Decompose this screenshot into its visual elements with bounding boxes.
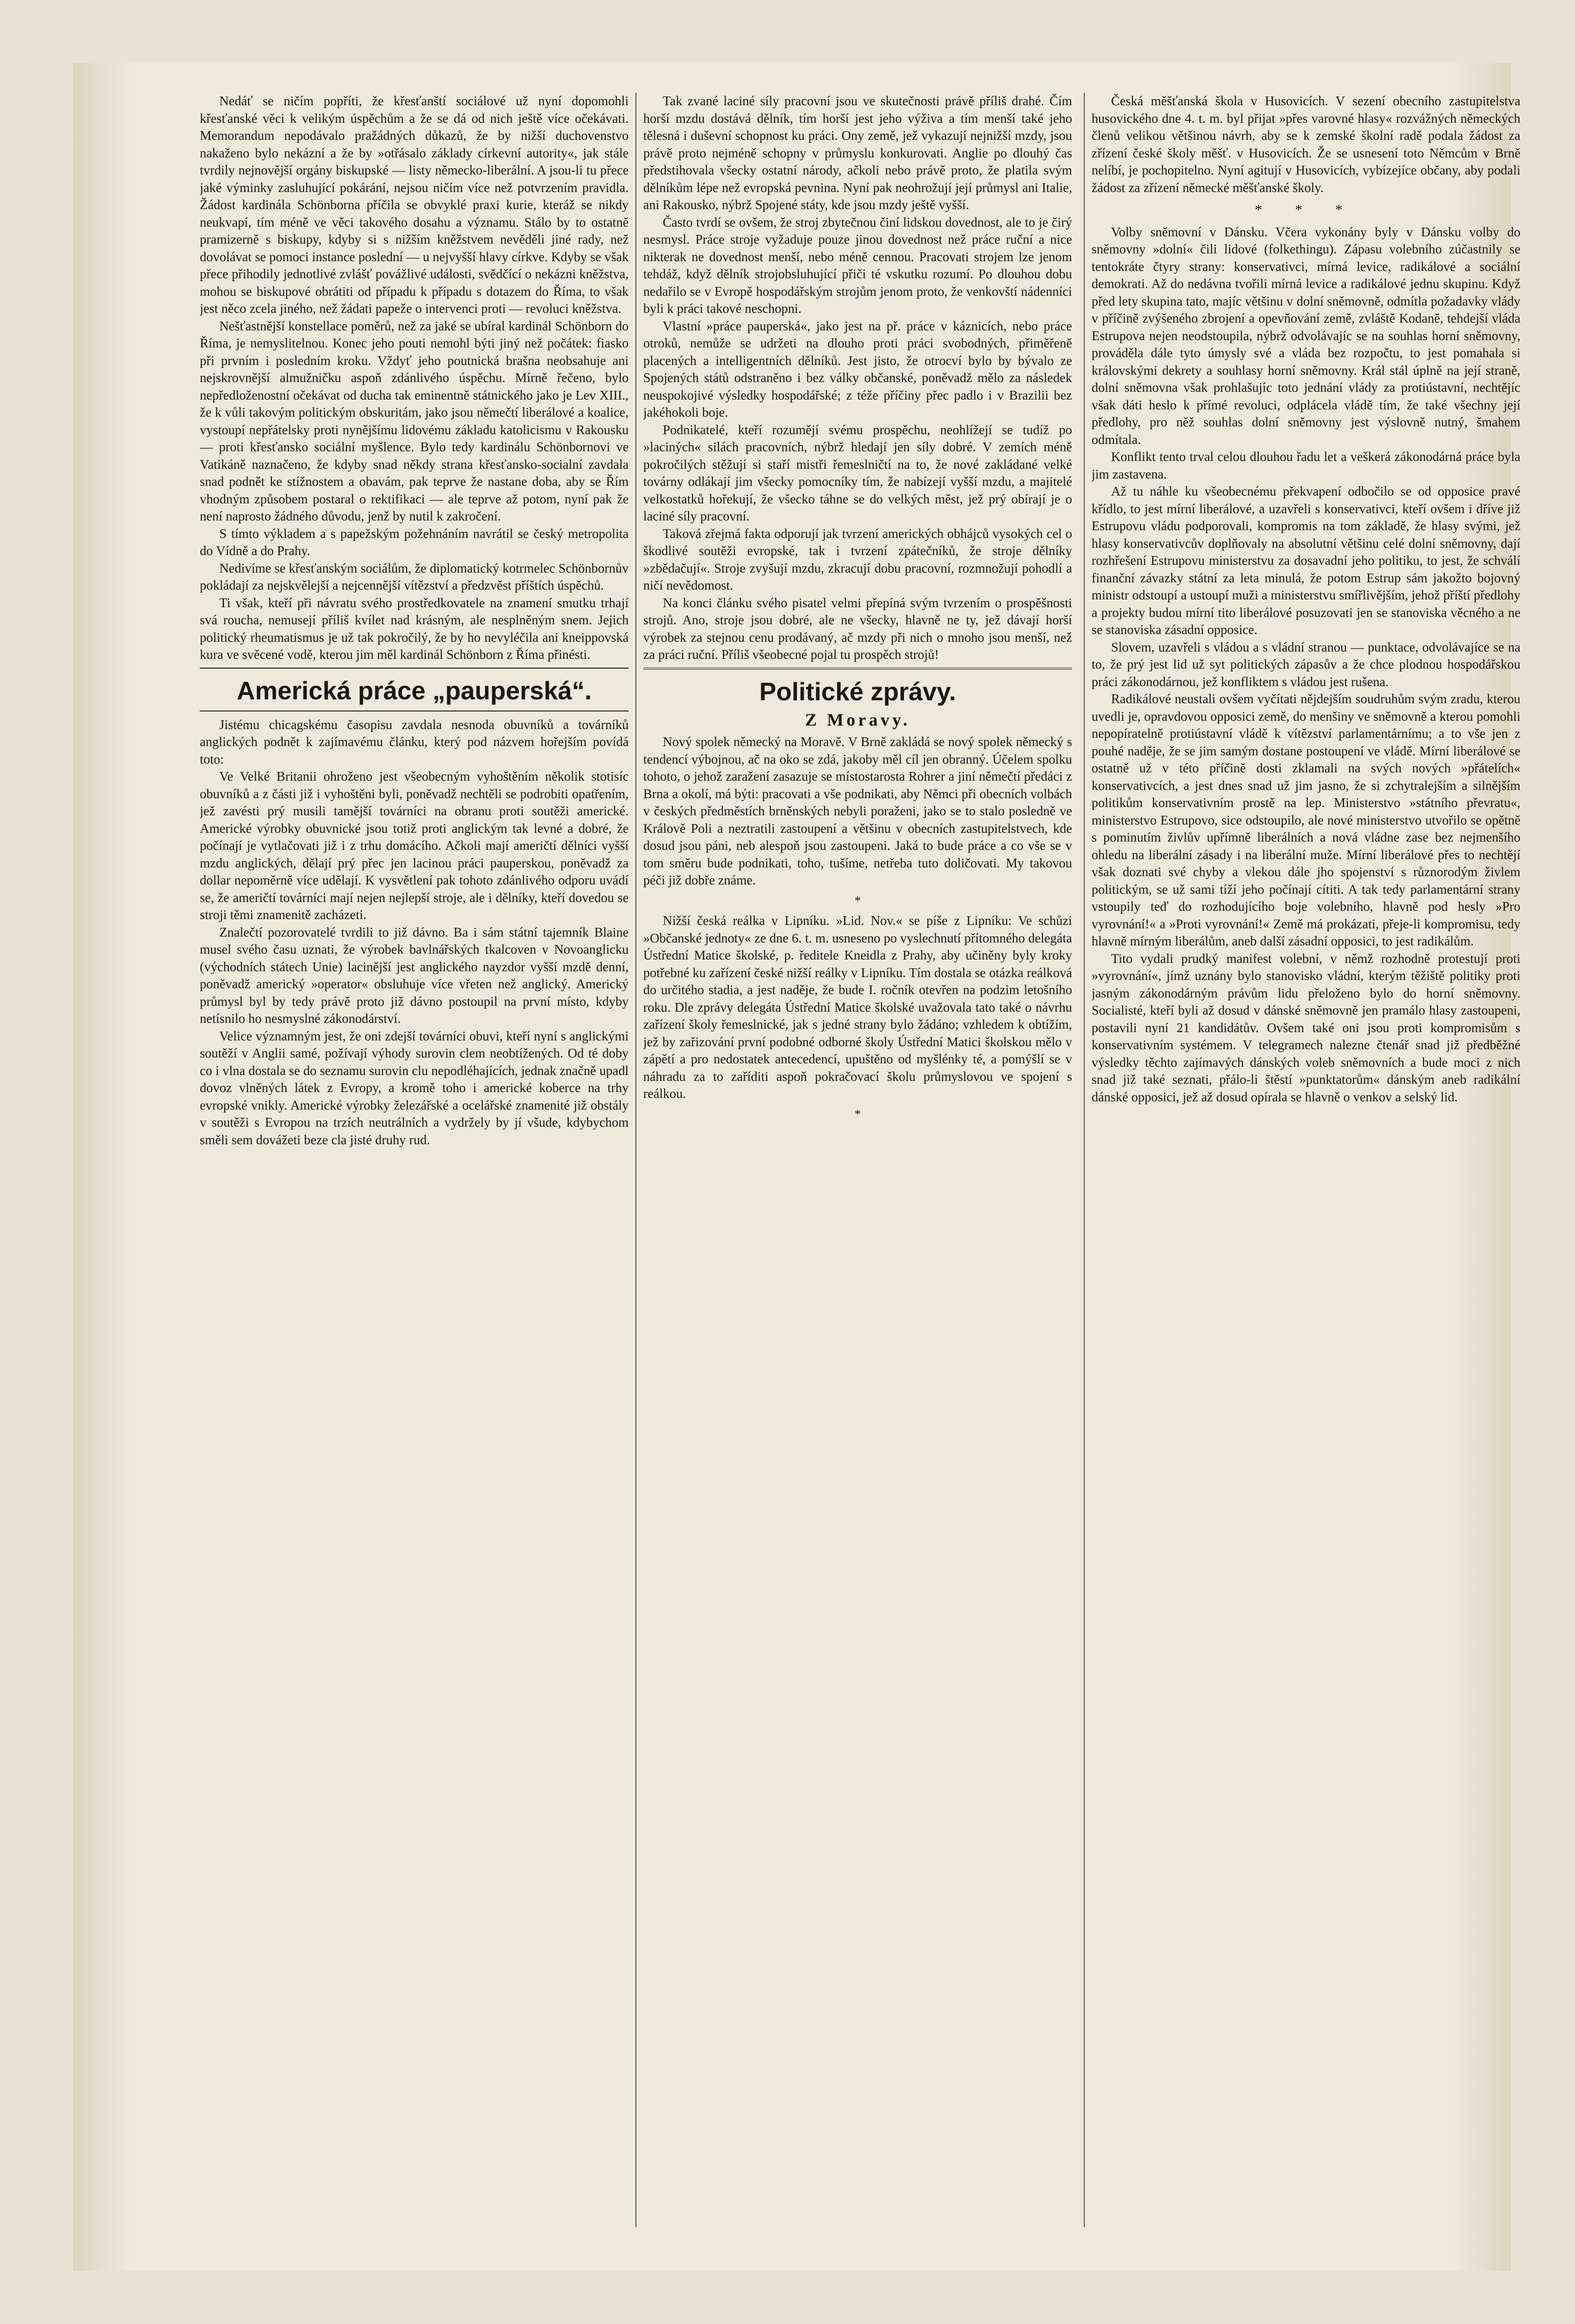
paragraph: Tak zvané laciné síly pracovní jsou ve skutečnosti právě příliš drahé. Čím horší mzdu dostává dělník, tím horší jest jeho výživa a tím menší také jeho tělesná i duševní schopnost ku práci. Ony země, jež vykazují nejnižší mzdy, jsou právě proto nejméně schopny v průmyslu konkurovati. Anglie po dlouhý čas předstihovala všecky ostatní národy, ačkoli nebo právě proto, že platila svým dělníkům lépe než evropská pevnina. Nyní pak neohrožují její průmysl ani Italie, ani Rakousko, nýbrž Spojené státy, kde jsou mzdy ještě vyšší. [643, 94, 1072, 212]
paragraph: Tito vydali prudký manifest volební, v němž rozhodně protestují proti »vyrovnání«, jímž uznány bylo stanovisko vládní, kterým těžiště politiky proti jasným zákonodárným právům lidu přeloženo bylo do horní sněmovny. Socialisté, kteří byli až dosud v dánské sněmovně jen pramálo hlasy zastoupeni, postavili nyní 21 kandidátův. Ovšem také oni jsou proti kompromisům s konservativním systémem. V telegramech nalezne čtenář snad již předběžné výsledky těchto zajímavých dánských voleb sněmovních a bude moci z nich snad již také seznati, přálo-li štěstí »punktatorům« dánským aneb radikální dánské opposici, jež až dosud opírala se hlavně o venkov a selský lid. [1092, 951, 1520, 1104]
column-rule-1 [635, 93, 636, 2227]
paragraph: Často tvrdí se ovšem, že stroj zbytečnou činí lidskou dovednost, ale to je čirý nesmysl. Práce stroje vyžaduje pouze jinou dovednost než práce ruční a nice nikterak ne dovednost menší, nebo méně cennou. Pracovati strojem lze jenom tehdáž, když dělník strojobsluhující přiči té vskutku rozumí. Po dlouhou dobu nedařilo se v Evropě hospodářským strojům jenom proto, že venkovští nádenníci byli k práci takové neschopni. [643, 214, 1072, 316]
page-shadow-left [73, 63, 132, 2271]
paragraph: Podnikatelé, kteří rozumějí svému prospěchu, neohlížejí se tudíž po »laciných« silách pracovních, nýbrž hledají jen síly dobré. V zemích méně pokročilých stěžují si staří mistři řemeslničtí na to, že nové zakládané velké továrny odlákají jim všecky pomocníky tím, že nabízejí vyšší mzdu, a majitelé velkostatků hořekují, že všecko táhne se do velkých měst, jež prý obírají je o laciné síly pracovní. [643, 422, 1072, 523]
paragraph: Nedáť se ničím popříti, že křesťanští sociálové už nyní dopomohli křesťanské věci k velikým úspěchům a že se dá od nich ještě více očekávati. Memorandum nepodávalo pražádných důkazů, že by nižší duchovenstvo nakaženo bylo nekázní a že by »otřásalo základy církevní autority«, jak stále tvrdily nejnovější orgány biskupské — listy německo-liberální. A jsou-li tu přece jaké výminky zasluhující pokárání, nejsou ničím více než potvrzením pravidla. Žádost kardinála Schönborna příčila se obvyklé praxi kurie, kteráž se nikdy neukvapí, tím méně ve věci takového dosahu a významu. Stálo by to ostatně pramizerně s biskupy, kdyby si s nižším kněžstvem nevěděli jiné rady, než dovolávat se pomoci instance poslední — u nejvyšší hlavy církve. Kdyby se však přece přihodily jednotlivé zvlášť povážlivé události, svědčící o nekázni kněžstva, mohou se biskupové obrátiti od případu k případu s dotazem do Říma, to však jest něco zcela jiného, než žádati papeže o intervenci proti — revoluci kněžstva. [200, 94, 629, 316]
column-rule-2 [1084, 93, 1085, 2227]
paragraph: Jistému chicagskému časopisu zavdala nesnoda obuvníků a továrníků anglických podnět k zajímavému článku, který pod názvem hořejším povídá toto: [200, 717, 629, 767]
article-heading-american-work: Americká práce „pauperská“. [236, 676, 592, 705]
paragraph: Velice významným jest, že oni zdejší továrníci obuvi, kteří nyní s anglickými soutěží v Anglii samé, požívají výhody surovin clem neobtížených. Od té doby co i vlna dostala se do seznamu surovin clu nepodléhajících, jednak značně upadl dovoz vlněných látek z Evropy, a kromě toho i americké koberce na trhy evropské vnikly. Americké výrobky železářské a ocelářské znamenité již obstály v soutěži s Evropou na trzích neutrálních a vydržely by jí všude, kdybychom směli sem dovážeti beze cla jisté druhy rud. [200, 1028, 629, 1147]
newspaper-page [73, 63, 1520, 2271]
paragraph: Znalečtí pozorovatelé tvrdili to již dávno. Ba i sám státní tajemník Blaine musel svého času uznati, že výrobek bavlnářských tkalcoven v Novoanglicku (východních státech Unie) lacinější jest anglického nayzdor vyšší mzdě denní, poněvadž americký »operator« obsluhuje více vřeten než anglický. Americký průmysl byl by tedy právě proto již dávno postoupil na první místo, kdyby netísnilo ho nesmyslné zákonodárství. [200, 924, 629, 1026]
section-divider [200, 668, 629, 669]
paragraph: Slovem, uzavřeli s vládou a s vládní stranou — punktace, odvolávajíce se na to, že prý jest lid už syt politických zápasův a že chce plodnou hospodářskou práci zákonodárnou, jež konfliktem s vládou jest rušena. [1092, 639, 1520, 689]
paragraph: Vlastní »práce pauperská«, jako jest na př. práce v káznicích, nebo práce otroků, nemůže se udržeti na dlouho proti práci svobodných, přiměřeně placených a intelligentních dělníků. Jest jisto, že otrocví bylo by bývalo ze Spojených států odstraněno i bez války občanské, poněvadž mělo za následek neuspokojivé výsledky hospodářské; z téže příčiny přec padlo i v Brazilii bez jakéhokoli boje. [643, 318, 1072, 420]
section-divider [643, 668, 1072, 670]
column-1 [200, 93, 629, 2237]
paragraph: Česká měšťanská škola v Husovicích. V sezení obecního zastupitelstva husovického dne 4. t. m. byl přijat »přes varovné hlasy« rozvážných německých členů velikou většinou návrh, aby se k zemské školní radě podala žádost za zřízení české školy měšť. v Husovicích. Že se usnesení toto Němcům v Brně nelíbí, je pochopitelno. Nyní agitují v Husovicích, vybízejíce občany, aby podali žádost za zřízení německé měšťanské školy. [1092, 94, 1520, 195]
separator-asterisk: * [854, 893, 861, 908]
paragraph: S tímto výkladem a s papežským požehnáním navrátil se český metropolita do Vídně a do Prahy. [200, 526, 629, 558]
paragraph: Nižší česká reálka v Lipníku. »Lid. Nov.« se píše z Lipníku: Ve schůzi »Občanské jednoty« ze dne 6. t. m. usneseno po vyslechnutí přítomného delegáta Ústřední Matice školské, p. ředitele Kneidla z Prahy, aby učiněny byly kroky potřebné ku zařízení české nižší reálky v Lipníku. Tím dostala se otázka reálková do určitého stadia, a jest naděje, že bude I. ročník otevřen na podzim letošního roku. Dle zprávy delegáta Ústřední Matice školské uvažovala tato také o návrhu zařízení školy řemeslnické, jak s jedné strany bylo žádáno; vzhledem k obtížím, jež by zařizování první podobné odborné školy Ústřední Matici školskou mělo v zápětí a pro nedostatek antecedencí, upuštěno od myšlénky té, a pomýšlí se v náhradu za to zaříditi aspoň pokračovací školu průmyslovou ve spojení s reálkou. [643, 913, 1072, 1101]
paragraph: Na konci článku svého pisatel velmi přepíná svým tvrzením o prospěšnosti strojů. Ano, stroje jsou dobré, ale ne všecky, hlavně ne ty, jež dávají horší výrobek za stejnou cenu prodávaný, ač mzdy při nich o mnoho jsou menší, než za práci ruční. Příliš všeobecné pojal tu prospěch strojů! [643, 595, 1072, 662]
paragraph: Ti však, kteří při návratu svého prostředkovatele na znamení smutku trhají svá roucha, nemusejí příliš kvílet nad krásným, ale nesplněným snem. Jejich politický rheumatismus je už tak pokročilý, že by ho nevyléčila ani kneippovská kura ve svěcené vodě, kterou jim měl kardinál Schönborn z Říma přinésti. [200, 595, 629, 662]
section-heading-political-news: Politické zprávy. [759, 677, 956, 706]
paragraph: Nedivíme se křesťanským sociálům, že diplomatický kotrmelec Schönbornův pokládají za nejskvělejší a nejcennější vítězství a předzvěst příštích úspěchů. [200, 560, 629, 593]
paragraph: Taková zřejmá fakta odporují jak tvrzení amerických obhájců vysokých cel o škodlivé soutěži evropské, tak i tvrzení zpátečníků, že stroje dělníky »zbědačují«. Stroje zvyšují mzdu, zkracují dobu pracovní, rozmnožují pohodlí a ničí nevědomost. [643, 526, 1072, 593]
separator-asterisks: * * * [1255, 202, 1357, 218]
separator-asterisk: * [854, 1107, 861, 1121]
paragraph: Nový spolek německý na Moravě. V Brně zakládá se nový spolek německý s tendencí výbojnou, ač na oko se zdá, jakoby měl cíl jen obranný. Účelem spolku tohoto, o jehož zaražení zasazuje se místostarosta Rohrer a jiní němečtí předáci z Brna a okolí, má býti: pracovati a vše podnikati, aby Němci při obecních volbách v českých předměstích brněnských nebyli poraženi, jako se to stalo posledně ve Králově Poli a neztratili zastoupení a většinu v obecních zastupitelstvech, kde dosud jsou páni, neb alespoň jsou zastoupeni. Jaká to bude práce a co vše se v tom směru bude podnikati, toho, tušíme, netřeba tuto doličovati. My takovou péči již dobře známe. [643, 734, 1072, 887]
paragraph: Konflikt tento trval celou dlouhou řadu let a veškerá zákonodárná práce byla jim zastavena. [1092, 449, 1520, 481]
column-3 [1092, 93, 1520, 2237]
column-2 [643, 93, 1072, 2237]
paragraph: Nešťastnější konstellace poměrů, než za jaké se ubíral kardinál Schönborn do Říma, je nemyslitelnou. Konec jeho pouti nemohl býti jiný než počátek: fiasko při prvním i posledním kroku. Vždyť jeho poutnická brašna neobsahuje ani nejskrovnější almužničku aspoň zdánlivého úspěchu. Mírně řečeno, bylo nepředloženostní očekávat od ducha tak eminentně státnického jako je Lev XIII., že k vůli takovým politickým obskuritám, jako jsou němečtí liberálové a koalice, vystoupí nepřátelsky proti nynějšímu lidovému základu katolicismu v Rakousku — proti křesťansko sociální myšlence. Bylo tedy kardinálu Schönbornovi ve Vatikáně naznačeno, že kdyby snad někdy strana křesťansko-socialní zavdala snad podnět ke stížnostem a obavám, pak teprve že nastane doba, aby se Řím vhodným způsobem postaral o rektifikaci — ale teprve až potom, nyní pak že není naprosto žádného důvodu, jenž by nutil k zakročení. [200, 318, 629, 523]
paragraph: Ve Velké Britanii ohroženo jest všeobecným vyhoštěním několik stotisíc obuvníků a z části již i vyhoštěni byli, poněvadž nechtěli se podrobiti opatřením, jež zavésti prý musili tamější továrníci na obranu proti soutěži americké. Americké výrobky obuvnické jsou totiž proti anglickým tak levné a dobré, že počínají je vytlačovati již i z trhu domácího. Ačkoli mají američtí dělníci vyšší mzdu anglických, dělají prý přec jen lacinou práci pauperskou, poněvadž za dollar nepoměrně více udělají. K vysvětlení pak tohoto zdánlivého odporu uvádí se, že američtí továrníci mají nejen nejlepší stroje, ale i dělníky, kteří dovedou se stroji těmi znamenitě zacházeti. [200, 769, 629, 922]
subsection-heading-moravia: Z Moravy. [805, 710, 910, 730]
paragraph: Volby sněmovní v Dánsku. Včera vykonány byly v Dánsku volby do sněmovny »dolní« čili lidové (folkethingu). Zápasu volebního zúčastnily se tentokráte čtyry strany: konservativci, mírná levice, radikálové a sociální demokrati. Až do nedávna tvořili mírná levice a radikálové jednu skupinu. Když před lety skupina tato, majíc většinu v dolní sněmovně, odmítla požadavky vlády v příčině zvýšeného zbrojení a opevňování země, zvláště Kodaně, tehdejší vláda Estrupova nejen neodstoupila, nýbrž odvolávajíc se na souhlas horní sněmovny, prováděla dále tyto úmysly své a vláda bez rozpočtu, to jest pomahala si královskými dekrety a souhlasy horní sněmovny. Král stál úplně na její straně, dolní sněmovna však prohlašujíc toto jednání vlády za protiústavní, nechtějíc však dáti heslo k přímé revoluci, odplácela vládě tím, že také všechny její předlohy, pro něž souhlas dolní sněmovny jest výslovně nutný, šmahem odmítala. [1092, 224, 1520, 447]
paragraph: Až tu náhle ku všeobecnému překvapení odbočilo se od opposice pravé křídlo, to jest mírní liberálové, a uzavřeli s konservativci, kteří ovšem i dříve již Estrupovu vládu podporovali, kompromis na tom základě, že hlasy svými, jež hlasy konservativcův doplňovaly na absolutní většinu celé dolní sněmovny, dají rozhřešení Estrupovu ministerstvu za dosavadní jeho politiku, to jest, že schválí finanční závazky státní za leta minulá, že potom Estrup sám jakožto bojovný ministr odstoupí a ustoupí muži a ministerstvu smířlivějším, jehož příští předlohy a projekty budou mírní tito liberálové posuzovati jen se stanoviska věcného a ne se stanoviska zásadní opposice. [1092, 484, 1520, 637]
paragraph: Radikálové neustali ovšem vyčítati nějdejším soudruhům svým zradu, kterou uvedli je, opravdovou opposici země, do menšiny ve sněmovně a kterou pomohli nepopíratelně protiústavní vládě k vítězství parlamentárnímu; a to vše jen z pouhé naděje, že se jim samým dostane postoupení ve vládě. Mírní liberálové se ostatně už v této příčině dosti zklamali na svých nových »přátelích« konservativcích, a jest dnes snad už jim jasno, že si zchytralejším a silnějším politikům konservativním prostě na lep. Ministerstvo »státního převratu«, ministerstvo Estrupovo, sice odstoupilo, ale nové ministerstvo utvořilo se opětně s pominutím živlův upřímně liberálních a nová vládne zase bez nejmenšího ohledu na liberální zásady i na liberální muže. Mírní liberálové přes to nechtějí však doznati své chyby a vlekou dále jho spojenství s různorodým živlem politickým, se už sami tíží jeho počínají cítiti. A tak tedy parlamentární strany vstoupily teď do rozhodujícího boje volebního, hlavně pod hesly »Pro vyrovnání!« a »Proti vyrovnání!« Země má prokázati, přeje-li kompromisu, tedy hlavně mírným liberálům, aneb další zásadní opposici, to jest radikálům. [1092, 691, 1520, 948]
